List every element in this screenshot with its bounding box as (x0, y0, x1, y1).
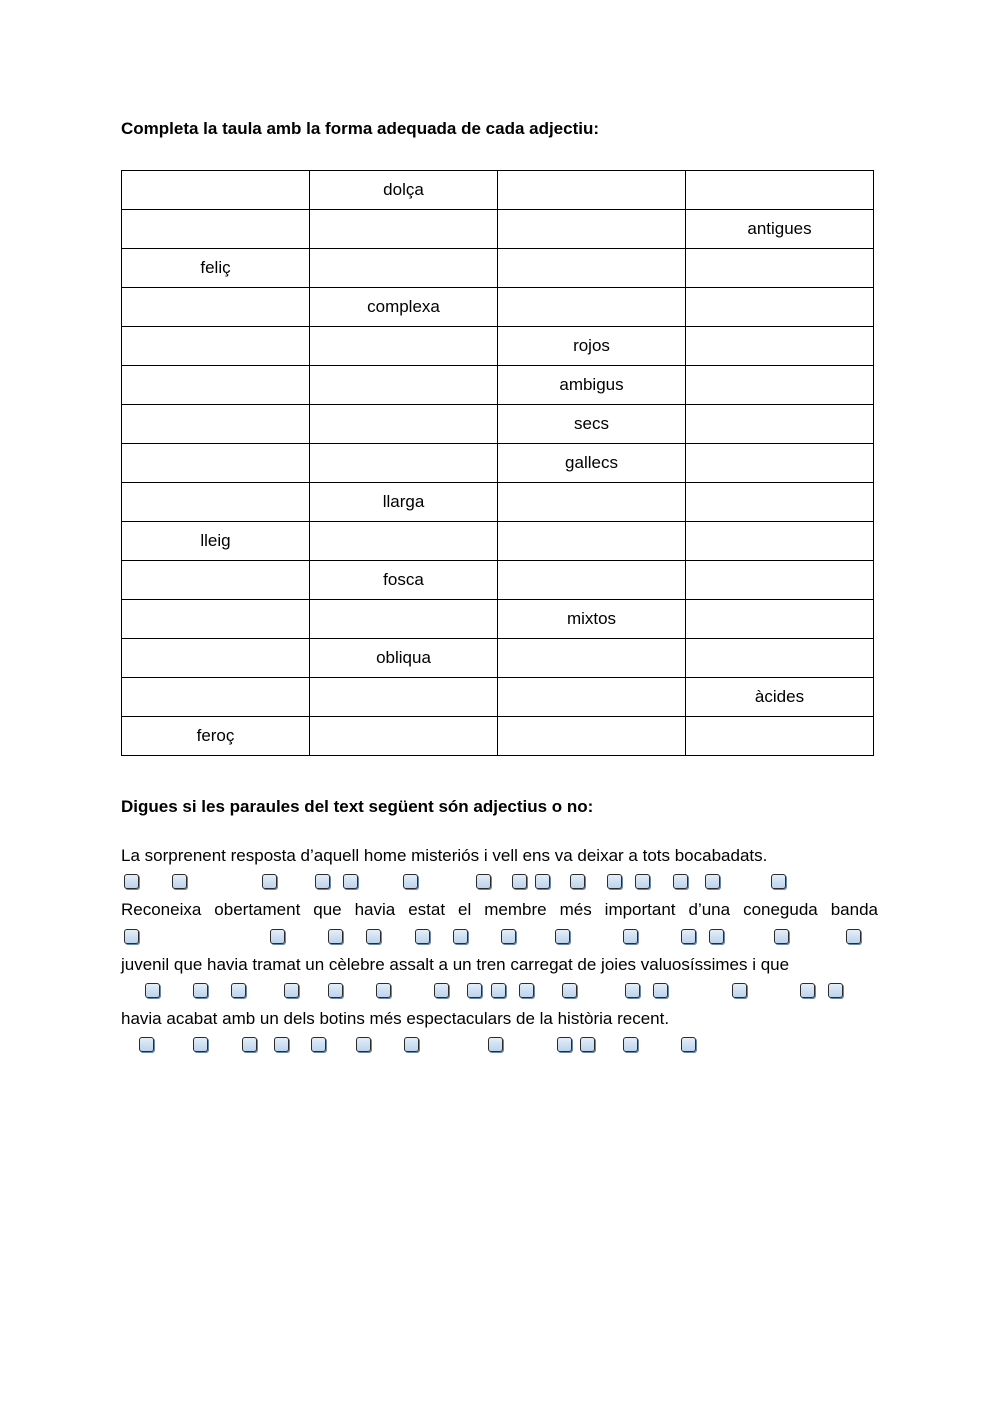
table-cell[interactable] (686, 717, 874, 756)
word-checkbox-line2-11[interactable] (709, 929, 724, 944)
table-cell[interactable] (310, 444, 498, 483)
table-cell[interactable] (122, 327, 310, 366)
table-cell[interactable] (122, 483, 310, 522)
table-cell[interactable] (122, 444, 310, 483)
word-checkbox-line4-5[interactable] (311, 1037, 326, 1052)
table-cell[interactable] (310, 366, 498, 405)
table-cell[interactable] (686, 249, 874, 288)
table-cell: feroç (122, 717, 310, 756)
word-checkbox-line4-9[interactable] (557, 1037, 572, 1052)
table-row (122, 483, 874, 522)
table-cell[interactable] (686, 171, 874, 210)
word-checkbox-line4-12[interactable] (681, 1037, 696, 1052)
table-row (122, 327, 874, 366)
word-checkbox-line3-16[interactable] (828, 983, 843, 998)
word-checkbox-line3-9[interactable] (491, 983, 506, 998)
word-checkbox-line2-3[interactable] (328, 929, 343, 944)
text-line-3: juvenil que havia tramat un cèlebre assalt a un tren carregat de joies valuosíssimes i que (121, 955, 790, 974)
word-checkbox-line1-10[interactable] (570, 874, 585, 889)
table-cell[interactable] (310, 600, 498, 639)
word-checkbox-line1-13[interactable] (673, 874, 688, 889)
table-cell[interactable] (122, 678, 310, 717)
word-checkbox-line2-2[interactable] (270, 929, 285, 944)
word-checkbox-line3-12[interactable] (625, 983, 640, 998)
word-checkbox-line2-12[interactable] (774, 929, 789, 944)
exercise2-title: Digues si les paraules del text següent són adjectius o no: (121, 797, 594, 816)
word-checkbox-line4-10[interactable] (580, 1037, 595, 1052)
table-cell[interactable] (122, 600, 310, 639)
table-cell[interactable] (498, 717, 686, 756)
table-row (122, 366, 874, 405)
table-row (122, 288, 874, 327)
word-checkbox-line3-4[interactable] (284, 983, 299, 998)
table-row (122, 561, 874, 600)
table-row (122, 717, 874, 756)
table-cell[interactable] (498, 210, 686, 249)
word-checkbox-line3-11[interactable] (562, 983, 577, 998)
word-checkbox-line1-14[interactable] (705, 874, 720, 889)
word-checkbox-line4-7[interactable] (404, 1037, 419, 1052)
table-cell[interactable] (686, 327, 874, 366)
table-cell[interactable] (122, 561, 310, 600)
word-checkbox-line1-11[interactable] (607, 874, 622, 889)
word-checkbox-line1-9[interactable] (535, 874, 550, 889)
table-cell: dolça (310, 171, 498, 210)
word-checkbox-line2-9[interactable] (623, 929, 638, 944)
table-cell[interactable] (498, 639, 686, 678)
word-checkbox-line1-2[interactable] (172, 874, 187, 889)
word-checkbox-line4-2[interactable] (193, 1037, 208, 1052)
text-line-1: La sorprenent resposta d’aquell home misteriós i vell ens va deixar a tots bocabadats. (121, 846, 768, 865)
word-checkbox-line3-3[interactable] (231, 983, 246, 998)
word-checkbox-line3-10[interactable] (519, 983, 534, 998)
word-checkbox-line1-8[interactable] (512, 874, 527, 889)
word-checkbox-line2-1[interactable] (124, 929, 139, 944)
word-checkbox-line4-6[interactable] (356, 1037, 371, 1052)
table-cell: rojos (498, 327, 686, 366)
table-row (122, 444, 874, 483)
word-checkbox-line3-2[interactable] (193, 983, 208, 998)
table-cell[interactable] (498, 171, 686, 210)
table-cell: secs (498, 405, 686, 444)
table-cell[interactable] (310, 249, 498, 288)
table-cell: mixtos (498, 600, 686, 639)
table-cell[interactable] (686, 288, 874, 327)
word-checkbox-line3-8[interactable] (467, 983, 482, 998)
word-checkbox-line1-4[interactable] (315, 874, 330, 889)
table-cell: ambigus (498, 366, 686, 405)
table-cell[interactable] (686, 444, 874, 483)
table-cell: llarga (310, 483, 498, 522)
table-cell[interactable] (122, 288, 310, 327)
word-checkbox-line2-6[interactable] (453, 929, 468, 944)
word-checkbox-line2-8[interactable] (555, 929, 570, 944)
word-checkbox-line3-15[interactable] (800, 983, 815, 998)
word-checkbox-line4-3[interactable] (242, 1037, 257, 1052)
table-cell[interactable] (310, 717, 498, 756)
table-cell[interactable] (310, 522, 498, 561)
word-checkbox-line1-3[interactable] (262, 874, 277, 889)
table-cell: obliqua (310, 639, 498, 678)
table-cell[interactable] (686, 522, 874, 561)
word-checkbox-line1-15[interactable] (771, 874, 786, 889)
table-cell[interactable] (498, 522, 686, 561)
word-checkbox-line1-12[interactable] (635, 874, 650, 889)
table-cell[interactable] (122, 171, 310, 210)
word-checkbox-line3-5[interactable] (328, 983, 343, 998)
table-cell[interactable] (686, 483, 874, 522)
word-checkbox-line4-11[interactable] (623, 1037, 638, 1052)
table-cell[interactable] (498, 249, 686, 288)
word-checkbox-line2-10[interactable] (681, 929, 696, 944)
table-cell[interactable] (310, 210, 498, 249)
table-row (122, 678, 874, 717)
table-cell[interactable] (686, 366, 874, 405)
table-row (122, 405, 874, 444)
word-checkbox-line2-13[interactable] (846, 929, 861, 944)
table-cell[interactable] (686, 600, 874, 639)
word-checkbox-line2-7[interactable] (501, 929, 516, 944)
table-cell: complexa (310, 288, 498, 327)
table-cell: àcides (686, 678, 874, 717)
table-cell[interactable] (498, 678, 686, 717)
text-line-2: Reconeixa obertament que havia estat el membre més important d’una coneguda banda (121, 900, 878, 919)
word-checkbox-line3-7[interactable] (434, 983, 449, 998)
table-cell[interactable] (310, 678, 498, 717)
word-checkbox-line1-1[interactable] (124, 874, 139, 889)
table-cell: gallecs (498, 444, 686, 483)
word-checkbox-line2-4[interactable] (366, 929, 381, 944)
table-cell[interactable] (686, 639, 874, 678)
word-checkbox-line1-6[interactable] (403, 874, 418, 889)
table-cell[interactable] (310, 327, 498, 366)
word-checkbox-line4-8[interactable] (488, 1037, 503, 1052)
table-cell: antigues (686, 210, 874, 249)
table-row (122, 210, 874, 249)
table-cell[interactable] (310, 405, 498, 444)
table-cell: lleig (122, 522, 310, 561)
table-cell[interactable] (498, 561, 686, 600)
word-checkbox-line4-1[interactable] (139, 1037, 154, 1052)
table-cell[interactable] (122, 405, 310, 444)
table-cell[interactable] (122, 210, 310, 249)
word-checkbox-line4-4[interactable] (274, 1037, 289, 1052)
exercise1-title: Completa la taula amb la forma adequada de cada adjectiu: (121, 119, 600, 138)
word-checkbox-line3-1[interactable] (145, 983, 160, 998)
table-cell: feliç (122, 249, 310, 288)
word-checkbox-line3-13[interactable] (653, 983, 668, 998)
table-row (122, 639, 874, 678)
table-cell[interactable] (686, 405, 874, 444)
table-cell[interactable] (122, 639, 310, 678)
table-row (122, 249, 874, 288)
table-row (122, 522, 874, 561)
table-cell: fosca (310, 561, 498, 600)
table-cell[interactable] (498, 483, 686, 522)
word-checkbox-line3-6[interactable] (376, 983, 391, 998)
word-checkbox-line2-5[interactable] (415, 929, 430, 944)
table-row (122, 171, 874, 210)
table-cell[interactable] (498, 288, 686, 327)
table-cell[interactable] (686, 561, 874, 600)
adjective-table (121, 170, 874, 756)
word-checkbox-line3-14[interactable] (732, 983, 747, 998)
word-checkbox-line1-5[interactable] (343, 874, 358, 889)
word-checkbox-line1-7[interactable] (476, 874, 491, 889)
text-line-4: havia acabat amb un dels botins més espectaculars de la història recent. (121, 1009, 670, 1028)
table-row (122, 600, 874, 639)
table-cell[interactable] (122, 366, 310, 405)
